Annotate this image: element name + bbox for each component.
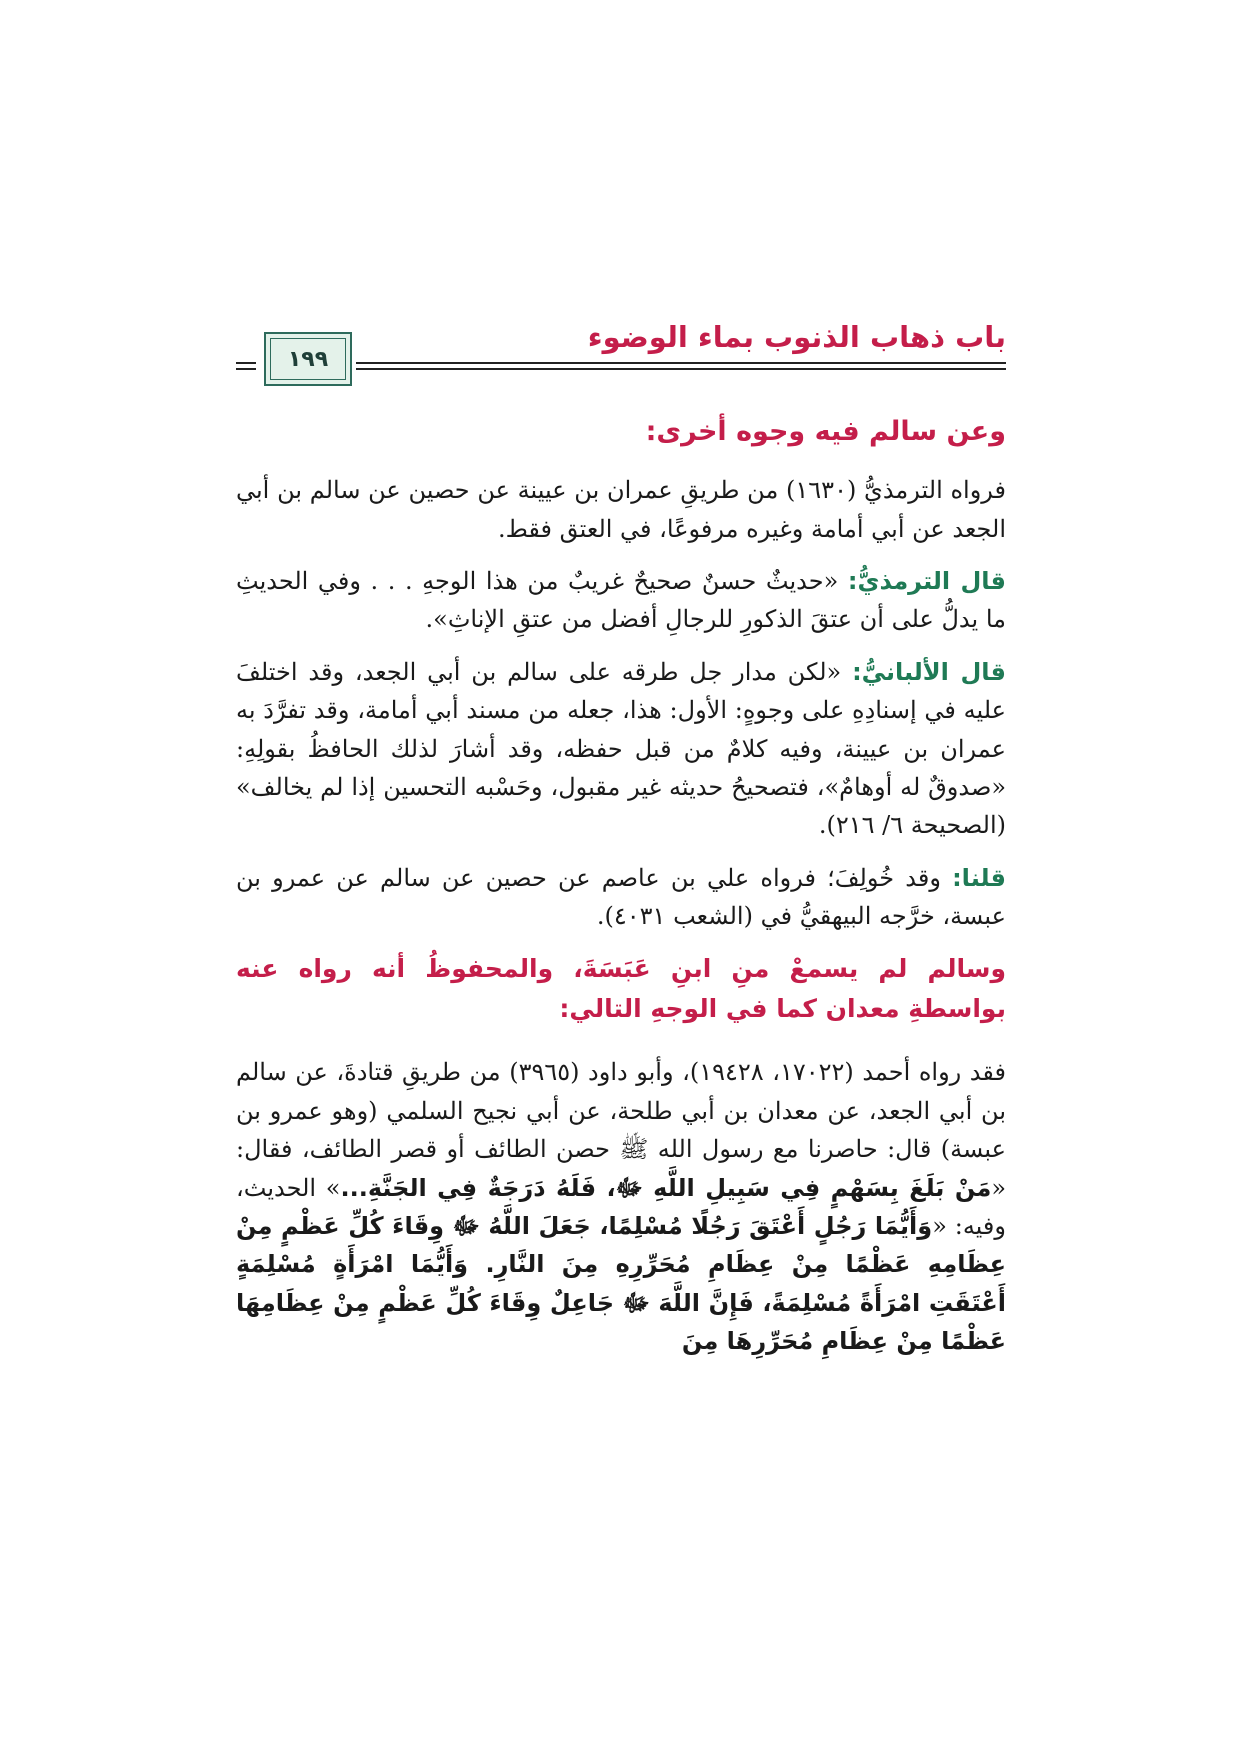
paragraph-albani-comment [236,653,1006,845]
paragraph-tirmidhi-narration [236,471,1006,548]
hadith-text: مَنْ بَلَغَ بِسَهْمٍ فِي سَبِيلِ اللَّهِ ﷻ، فَلَهُ دَرَجَةٌ فِي الجَنَّةِ... [340,1173,992,1202]
page-body [236,410,1006,1375]
speaker-label: قلنا: [952,863,1006,892]
paragraph-text: فرواه الترمذيُّ (١٦٣٠) من طريقِ عمران بن عيينة عن حصين عن سالم بن أبي الجعد عن أبي أمامة وغيره مرفوعًا، في العتق فقط. [236,476,1007,543]
hadith-text: وَأَيُّمَا رَجُلٍ أَعْتَقَ رَجُلًا مُسْلِمًا، جَعَلَ اللَّهُ ﷻ وِقَاءَ كُلِّ عَظْمٍ مِنْ عِظَامِهِ عَظْمًا مِنْ عِظَامِ مُحَرِّرِهِ مِنَ النَّارِ. وَأَيُّمَا امْرَأَةٍ مُسْلِمَةٍ أَعْتَقَتِ امْرَأَةً مُسْلِمَةً، فَإِنَّ اللَّهَ ﷻ جَاعِلٌ وِقَاءَ كُلِّ عَظْمٍ مِنْ عِظَامِهَا عَظْمًا مِنْ عِظَامِ مُحَرِّرِهَا مِنَ [236,1212,1006,1356]
highlighted-paragraph: وسالم لم يسمعْ منِ ابنِ عَبَسَةَ، والمحفوظُ أنه رواه عنه بواسطةِ معدان كما في الوجهِ التالي: [236,954,1006,1024]
chapter-title: باب ذهاب الذنوب بماء الوضوء [587,320,1006,354]
page-number-badge [264,332,352,386]
speaker-label: قال الألبانيُّ: [852,657,1006,686]
paragraph-text: وقد خُولِفَ؛ فرواه علي بن عاصم عن حصين عن سالم عن عمرو بن عبسة، خرَّجه البيهقيُّ في (الشعب ٤٠٣١). [236,863,1006,931]
page-header [236,318,1006,388]
speaker-label: قال الترمذيُّ: [847,566,1006,595]
paragraph-tirmidhi-comment [236,562,1006,639]
header-rule [236,362,256,364]
header-rule [236,368,256,370]
paragraph-text: فقد رواه أحمد (١٧٠٢٢، ١٩٤٢٨)، وأبو داود (٣٩٦٥) من طريقِ قتادةَ، عن سالم بن أبي الجعد، عن معدان بن أبي طلحة، عن أبي نجيح السلمي (وهو عمرو بن عبسة) قال: حاصرنا مع رسول الله ﷺ حصن الطائف أو قصر الطائف، فقال: « [236,1058,1007,1202]
paragraph-text: «حديثٌ حسنٌ صحيحٌ غريبٌ من هذا الوجهِ . . . وفي الحديثِ ما يدلُّ على أن عتقَ الذكورِ للرجالِ أفضل من عتقِ الإناثِ». [236,566,1006,634]
paragraph-text: «لكن مدار جل طرقه على سالم بن أبي الجعد، وقد اختلفَ عليه في إسنادِهِ على وجوهٍ: الأول: هذا، جعله من مسند أبي أمامة، وقد تفرَّدَ به عمران بن عيينة، وفيه كلامٌ من قبل حفظه، وقد أشارَ لذلك الحافظُ بقولِهِ: «صدوقٌ له أوهامٌ»، فتصحيحُ حديثه غير مقبول، وحَسْبه التحسين إذا لم يخالف» (الصحيحة ٦/ ٢١٦). [236,657,1006,840]
header-rule [356,368,1006,370]
header-rule [356,362,1006,364]
paragraph-authors-note [236,859,1006,936]
page-number: ١٩٩ [287,346,329,372]
paragraph-ahmad-narration [236,1053,1006,1360]
section-heading: وعن سالم فيه وجوه أخرى: [645,416,1006,447]
paragraph-text: » الحديث، وفيه: « [236,1173,1006,1241]
